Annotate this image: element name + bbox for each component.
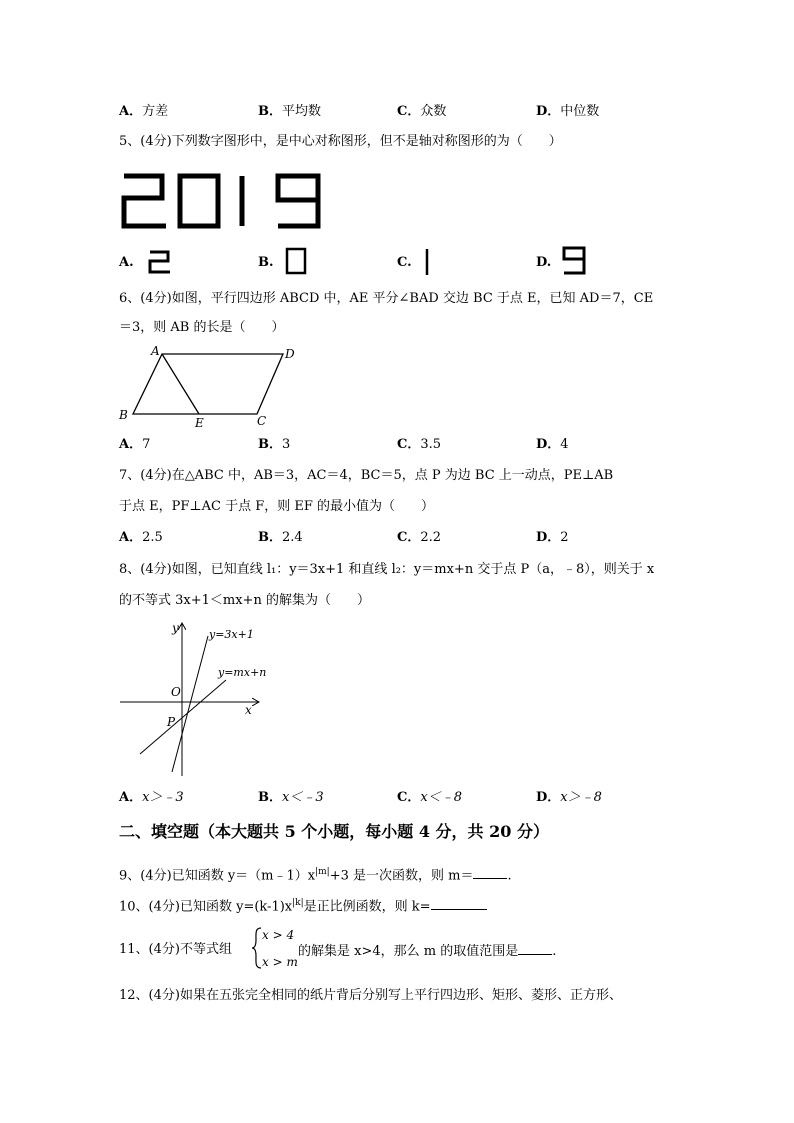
q6-option-d: D．4: [536, 437, 569, 452]
label-d: D: [285, 347, 295, 361]
q4-option-d: D．中位数: [536, 104, 600, 119]
label-b: B: [119, 408, 128, 422]
label-c: C: [257, 414, 267, 428]
q5-option-d-glyph: [560, 245, 588, 277]
q7-option-a: A．2.5: [119, 530, 163, 545]
line-l1: [172, 636, 208, 772]
label-a: A: [151, 344, 160, 358]
label-p: P: [167, 715, 176, 729]
label-e: E: [195, 416, 204, 430]
q6-option-c: C．3.5: [397, 437, 442, 452]
label-x-axis: x: [245, 703, 252, 717]
q7-stem-line1: 7、(4分)在△ABC 中，AB＝3，AC＝4，BC＝5，点 P 为边 BC 上一动点，PE⊥AB: [119, 468, 614, 483]
q4-option-b: B．平均数: [258, 104, 322, 119]
q5-option-c-glyph: [420, 246, 434, 278]
q9-stem: 9、(4分)已知函数 $y=(m﹣1)x^{|m|}+3$ 是一次函数，则 m＝ .: [119, 867, 512, 884]
q4-option-a: A．方差: [119, 104, 169, 119]
label-l2: y=mx+n: [218, 666, 267, 679]
q11-system-row1: x > 4: [262, 928, 295, 942]
label-y-axis: y: [172, 621, 179, 635]
parallelogram-abcd: [133, 354, 283, 414]
q6-option-b: B．3: [258, 437, 291, 452]
q4-option-c: C．众数: [397, 104, 447, 119]
q6-option-a: A．7: [119, 437, 151, 452]
q12-stem: 12、(4分)如果在五张完全相同的纸片背后分别写上平行四边形、矩形、菱形、正方形、: [119, 988, 622, 1003]
q5-option-d: D.: [536, 255, 552, 270]
q8-option-c: C．x＜﹣8: [397, 790, 462, 805]
q11-answer-blank[interactable]: [518, 942, 552, 955]
q8-graph-figure: [118, 618, 278, 778]
digit-9-shape: [278, 176, 318, 226]
q8-option-b: B．x＜﹣3: [258, 790, 324, 805]
q7-option-b: B．2.4: [258, 530, 303, 545]
label-l1: y=3x+1: [209, 628, 254, 641]
section2-heading: 二、填空题（本大题共 5 个小题，每小题 4 分，共 20 分）: [119, 822, 549, 841]
q8-stem-line2: 的不等式 3x+1＜mx+n 的解集为（ ）: [119, 593, 370, 608]
q11-stem-start: 11、(4分)不等式组: [119, 942, 232, 957]
q10-answer-blank[interactable]: [431, 897, 487, 910]
label-origin: O: [171, 685, 181, 699]
line-l2: [140, 680, 226, 754]
q7-option-d: D．2: [536, 530, 569, 545]
q5-option-c: C.: [397, 255, 412, 270]
digit-2-shape: [124, 176, 166, 226]
q5-digits-figure: [118, 168, 328, 234]
q7-option-c: C．2.2: [397, 530, 442, 545]
q8-option-d: D．x＞﹣8: [536, 790, 602, 805]
digit-0-shape: [180, 176, 218, 226]
q6-parallelogram-figure: [115, 343, 305, 433]
q5-option-b: B.: [258, 255, 274, 270]
segment-ae: [162, 354, 199, 414]
q8-option-a: A．x＞﹣3: [119, 790, 184, 805]
q11-system-row2: x > m: [262, 955, 298, 969]
q5-option-a-glyph: [146, 248, 174, 276]
q10-stem: 10、(4分)已知函数 $y=(k-1)x^{|k|}$是正比例函数，则 k=: [119, 895, 487, 915]
q11-stem-end: 的解集是 x>4，那么 m 的取值范围是 .: [298, 944, 557, 959]
q5-option-a: A.: [119, 255, 134, 270]
q5-stem: 5、(4分)下列数字图形中，是中心对称图形，但不是轴对称图形的为（ ）: [119, 134, 562, 149]
q8-stem-line1: 8、(4分)如图，已知直线 l₁：y＝3x+1 和直线 l₂：y＝mx+n 交于点 P（a，﹣8），则关于 x: [119, 562, 655, 577]
q6-stem-line1: 6、(4分)如图，平行四边形 ABCD 中，AE 平分∠BAD 交边 BC 于点 E，已知 AD＝7，CE: [119, 291, 654, 306]
q9-answer-blank[interactable]: [473, 866, 507, 879]
q6-stem-line2: ＝3，则 AB 的长是（ ）: [119, 320, 285, 335]
q5-option-b-glyph: [284, 246, 308, 276]
q7-stem-line2: 于点 E，PF⊥AC 于点 F，则 EF 的最小值为（ ）: [119, 499, 435, 514]
